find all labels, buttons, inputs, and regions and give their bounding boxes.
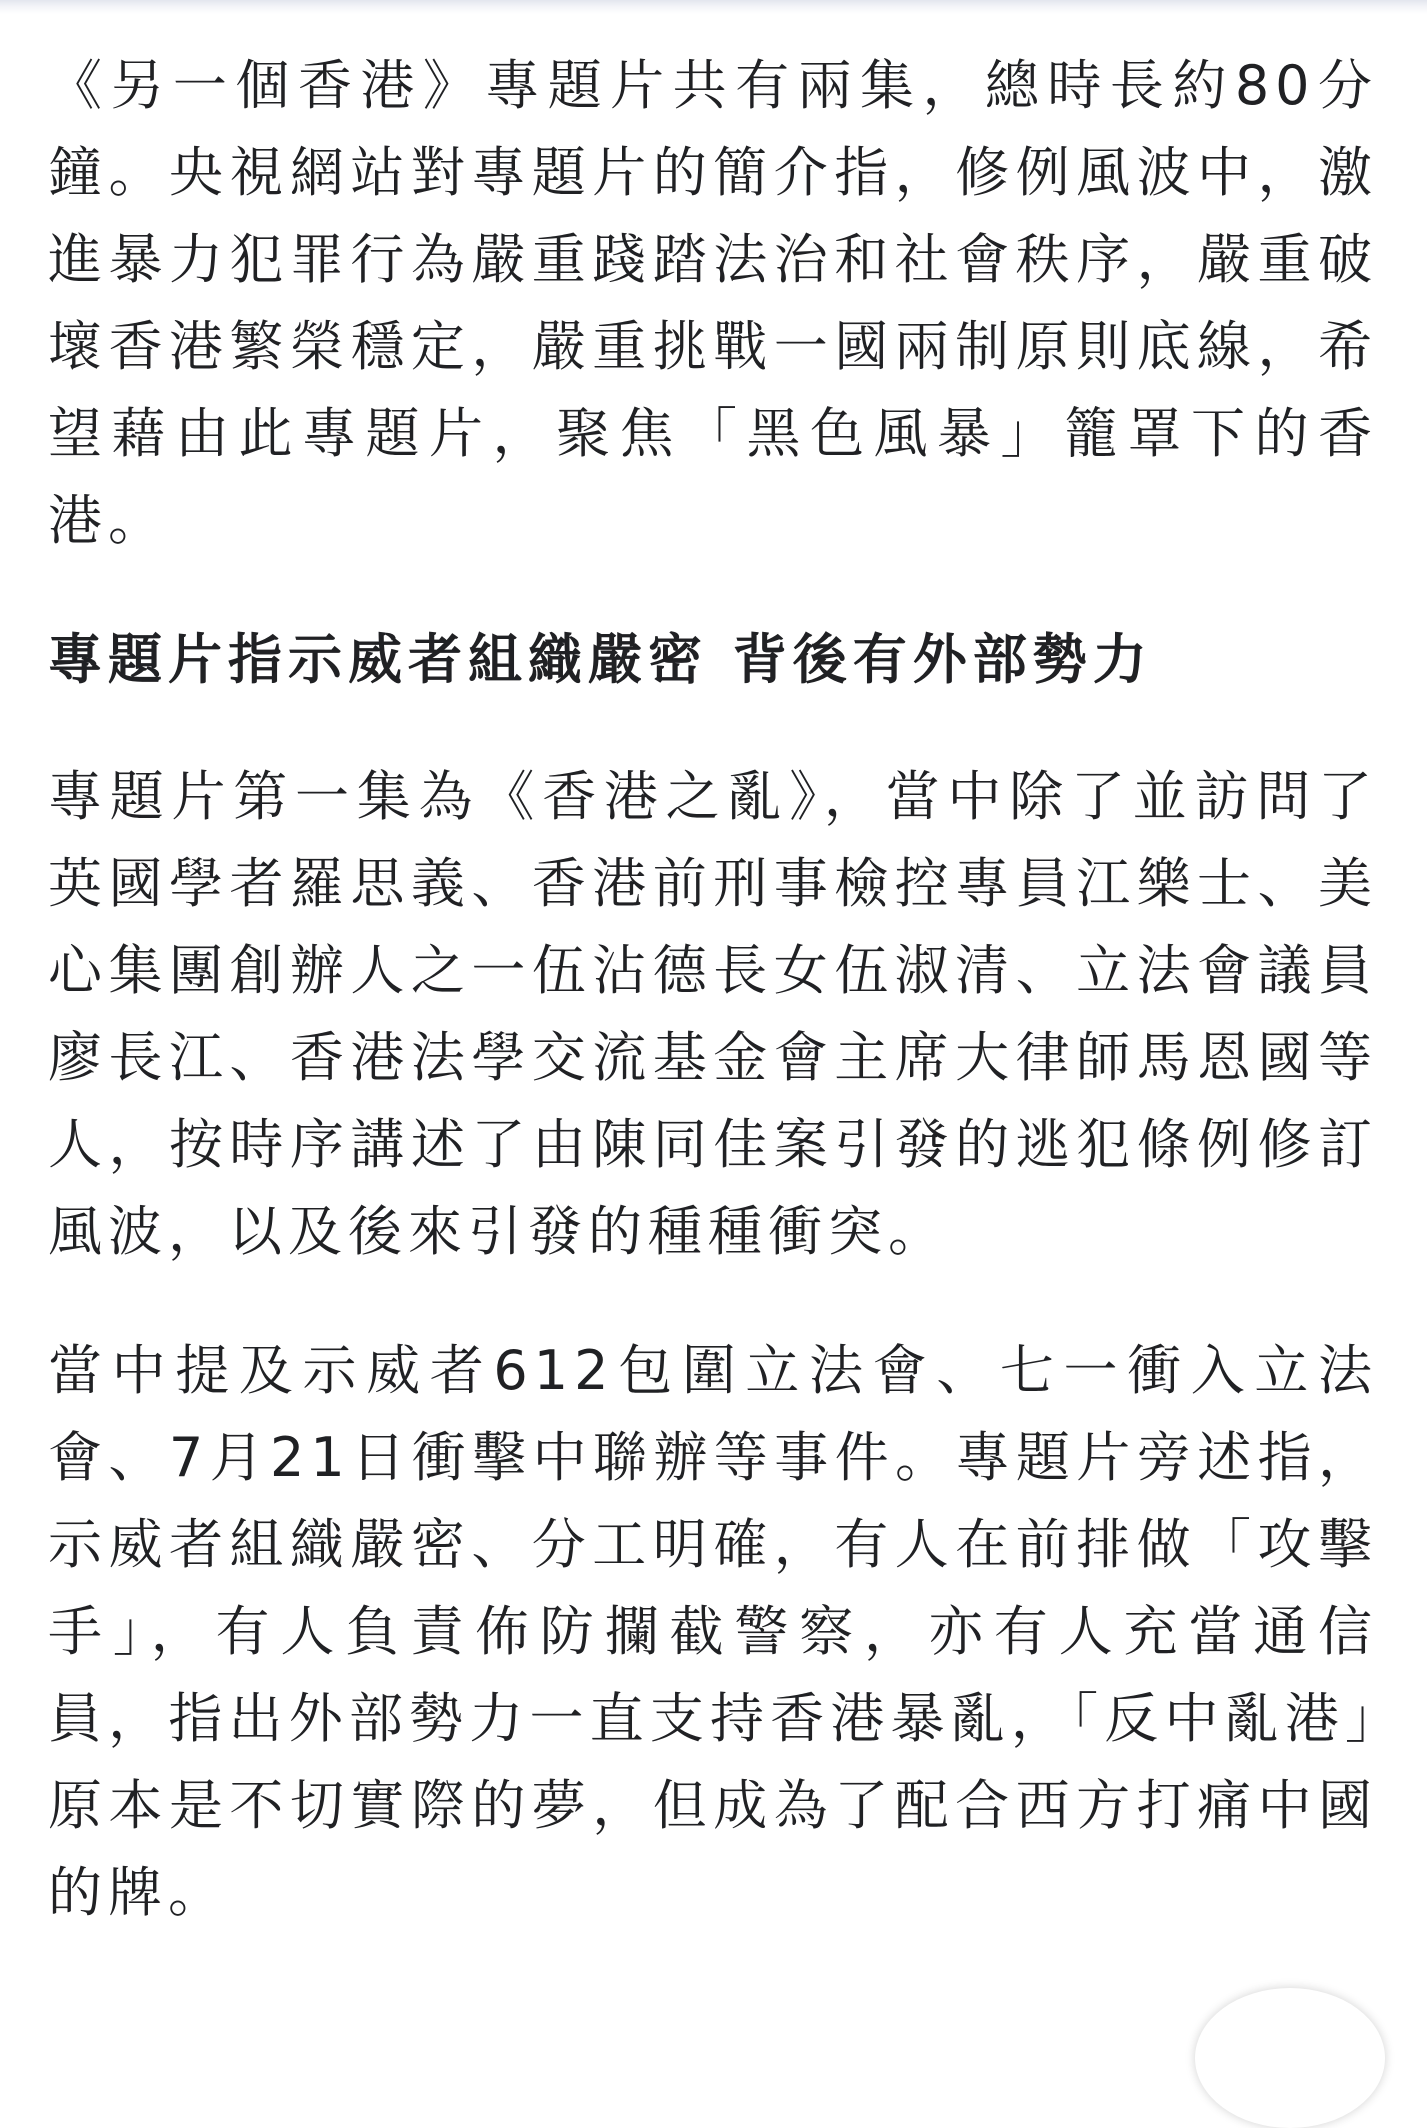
article-paragraph-episode-one: 專題片第一集為《香港之亂》，當中除了並訪問了英國學者羅思義、香港前刑事檢控專員江樂士、美心集團創辦人之一伍沾德長女伍淑清、立法會議員廖長江、香港法學交流基金會主席大律師馬恩國等人，按時序講述了由陳同佳案引發的逃犯條例修訂風波，以及後來引發的種種衝突。 [48,765,1378,1263]
article-subheading: 專題片指示威者組織嚴密 背後有外部勢力 [48,628,1153,691]
floating-action-button[interactable] [1195,1988,1385,2128]
paragraph-spacer [48,564,1378,616]
article-paragraph-events: 當中提及示威者612包圍立法會、七一衝入立法會、7月21日衝擊中聯辦等事件。專題片旁述指，示威者組織嚴密、分工明確，有人在前排做「攻擊手」，有人負責佈防攔截警察，亦有人充當通信員，指出外部勢力一直支持香港暴亂，「反中亂港」原本是不切實際的夢，但成為了配合西方打痛中國的牌。 [48,1339,1378,1924]
article-body [48,42,1378,1936]
paragraph-spacer [48,1275,1378,1327]
article-paragraph-intro: 《另一個香港》專題片共有兩集，總時長約80分鐘。央視網站對專題片的簡介指，修例風波中，激進暴力犯罪行為嚴重踐踏法治和社會秩序，嚴重破壞香港繁榮穩定，嚴重挑戰一國兩制原則底線，希望藉由此專題片，聚焦「黑色風暴」籠罩下的香港。 [48,54,1378,552]
top-bar-shadow [0,0,1427,14]
paragraph-spacer [48,703,1378,753]
